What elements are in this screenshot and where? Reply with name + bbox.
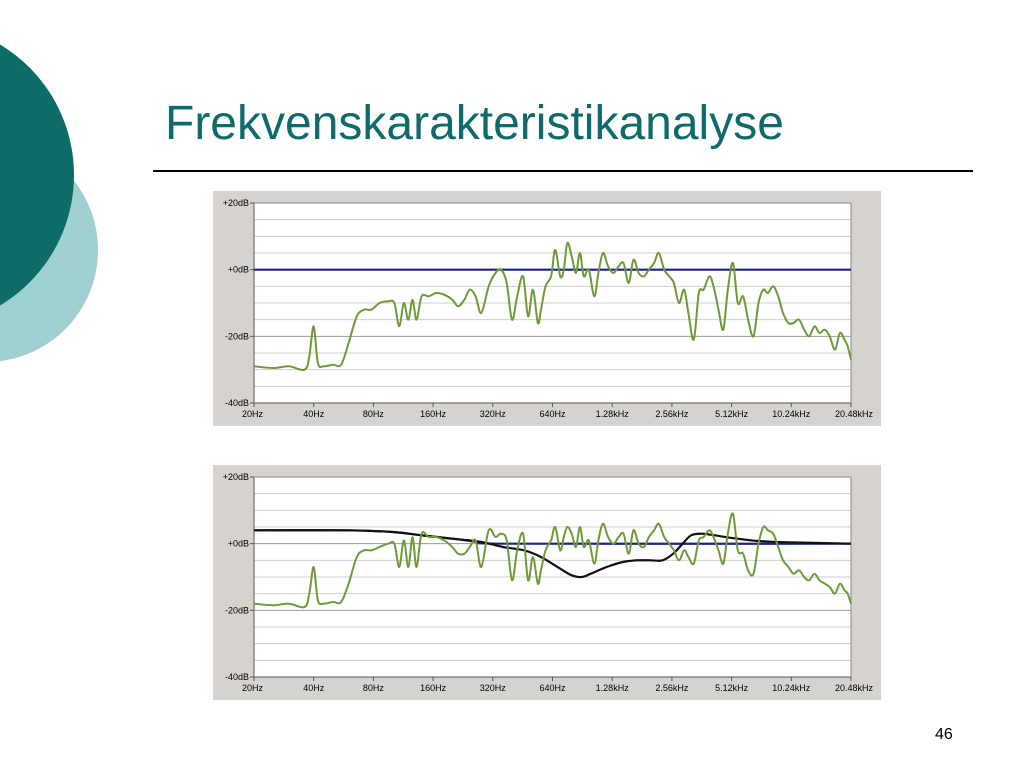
x-tick-label: 640Hz: [539, 683, 566, 693]
x-tick-label: 20.48kHz: [834, 683, 873, 693]
frequency-chart-2: [213, 465, 881, 700]
x-tick-label: 1.28kHz: [595, 409, 629, 419]
x-tick-label: 20.48kHz: [834, 409, 873, 419]
y-tick-label: +20dB: [222, 198, 249, 208]
y-tick-label: -20dB: [224, 605, 249, 616]
x-tick-label: 10.24kHz: [772, 409, 811, 419]
x-tick-label: 2.56kHz: [655, 683, 689, 693]
y-tick-label: +20dB: [222, 472, 249, 482]
x-tick-label: 1.28kHz: [595, 683, 629, 693]
x-tick-label: 640Hz: [539, 409, 566, 419]
frequency-chart-1-svg: [213, 191, 881, 426]
x-tick-label: 5.12kHz: [715, 683, 749, 693]
y-tick-label: +0dB: [227, 264, 249, 275]
x-tick-label: 40Hz: [303, 409, 325, 419]
x-tick-label: 80Hz: [362, 683, 384, 693]
x-tick-label: 10.24kHz: [772, 683, 811, 693]
y-tick-label: -20dB: [224, 331, 249, 342]
x-tick-label: 160Hz: [420, 683, 447, 693]
x-tick-label: 20Hz: [242, 409, 264, 419]
y-tick-label: -40dB: [224, 398, 249, 408]
title-divider: [153, 170, 973, 172]
page-number: 46: [935, 726, 953, 743]
x-tick-label: 320Hz: [479, 683, 506, 693]
x-tick-label: 40Hz: [303, 683, 325, 693]
slide-title: Frekvenskarakteristikanalyse: [165, 97, 784, 150]
x-tick-label: 5.12kHz: [715, 409, 749, 419]
x-tick-label: 2.56kHz: [655, 409, 689, 419]
y-tick-label: +0dB: [227, 538, 249, 549]
frequency-chart-2-svg: [213, 465, 881, 700]
x-tick-label: 80Hz: [362, 409, 384, 419]
y-tick-label: -40dB: [224, 672, 249, 682]
frequency-chart-1: [213, 191, 881, 426]
x-tick-label: 320Hz: [479, 409, 506, 419]
x-tick-label: 160Hz: [420, 409, 447, 419]
x-tick-label: 20Hz: [242, 683, 264, 693]
